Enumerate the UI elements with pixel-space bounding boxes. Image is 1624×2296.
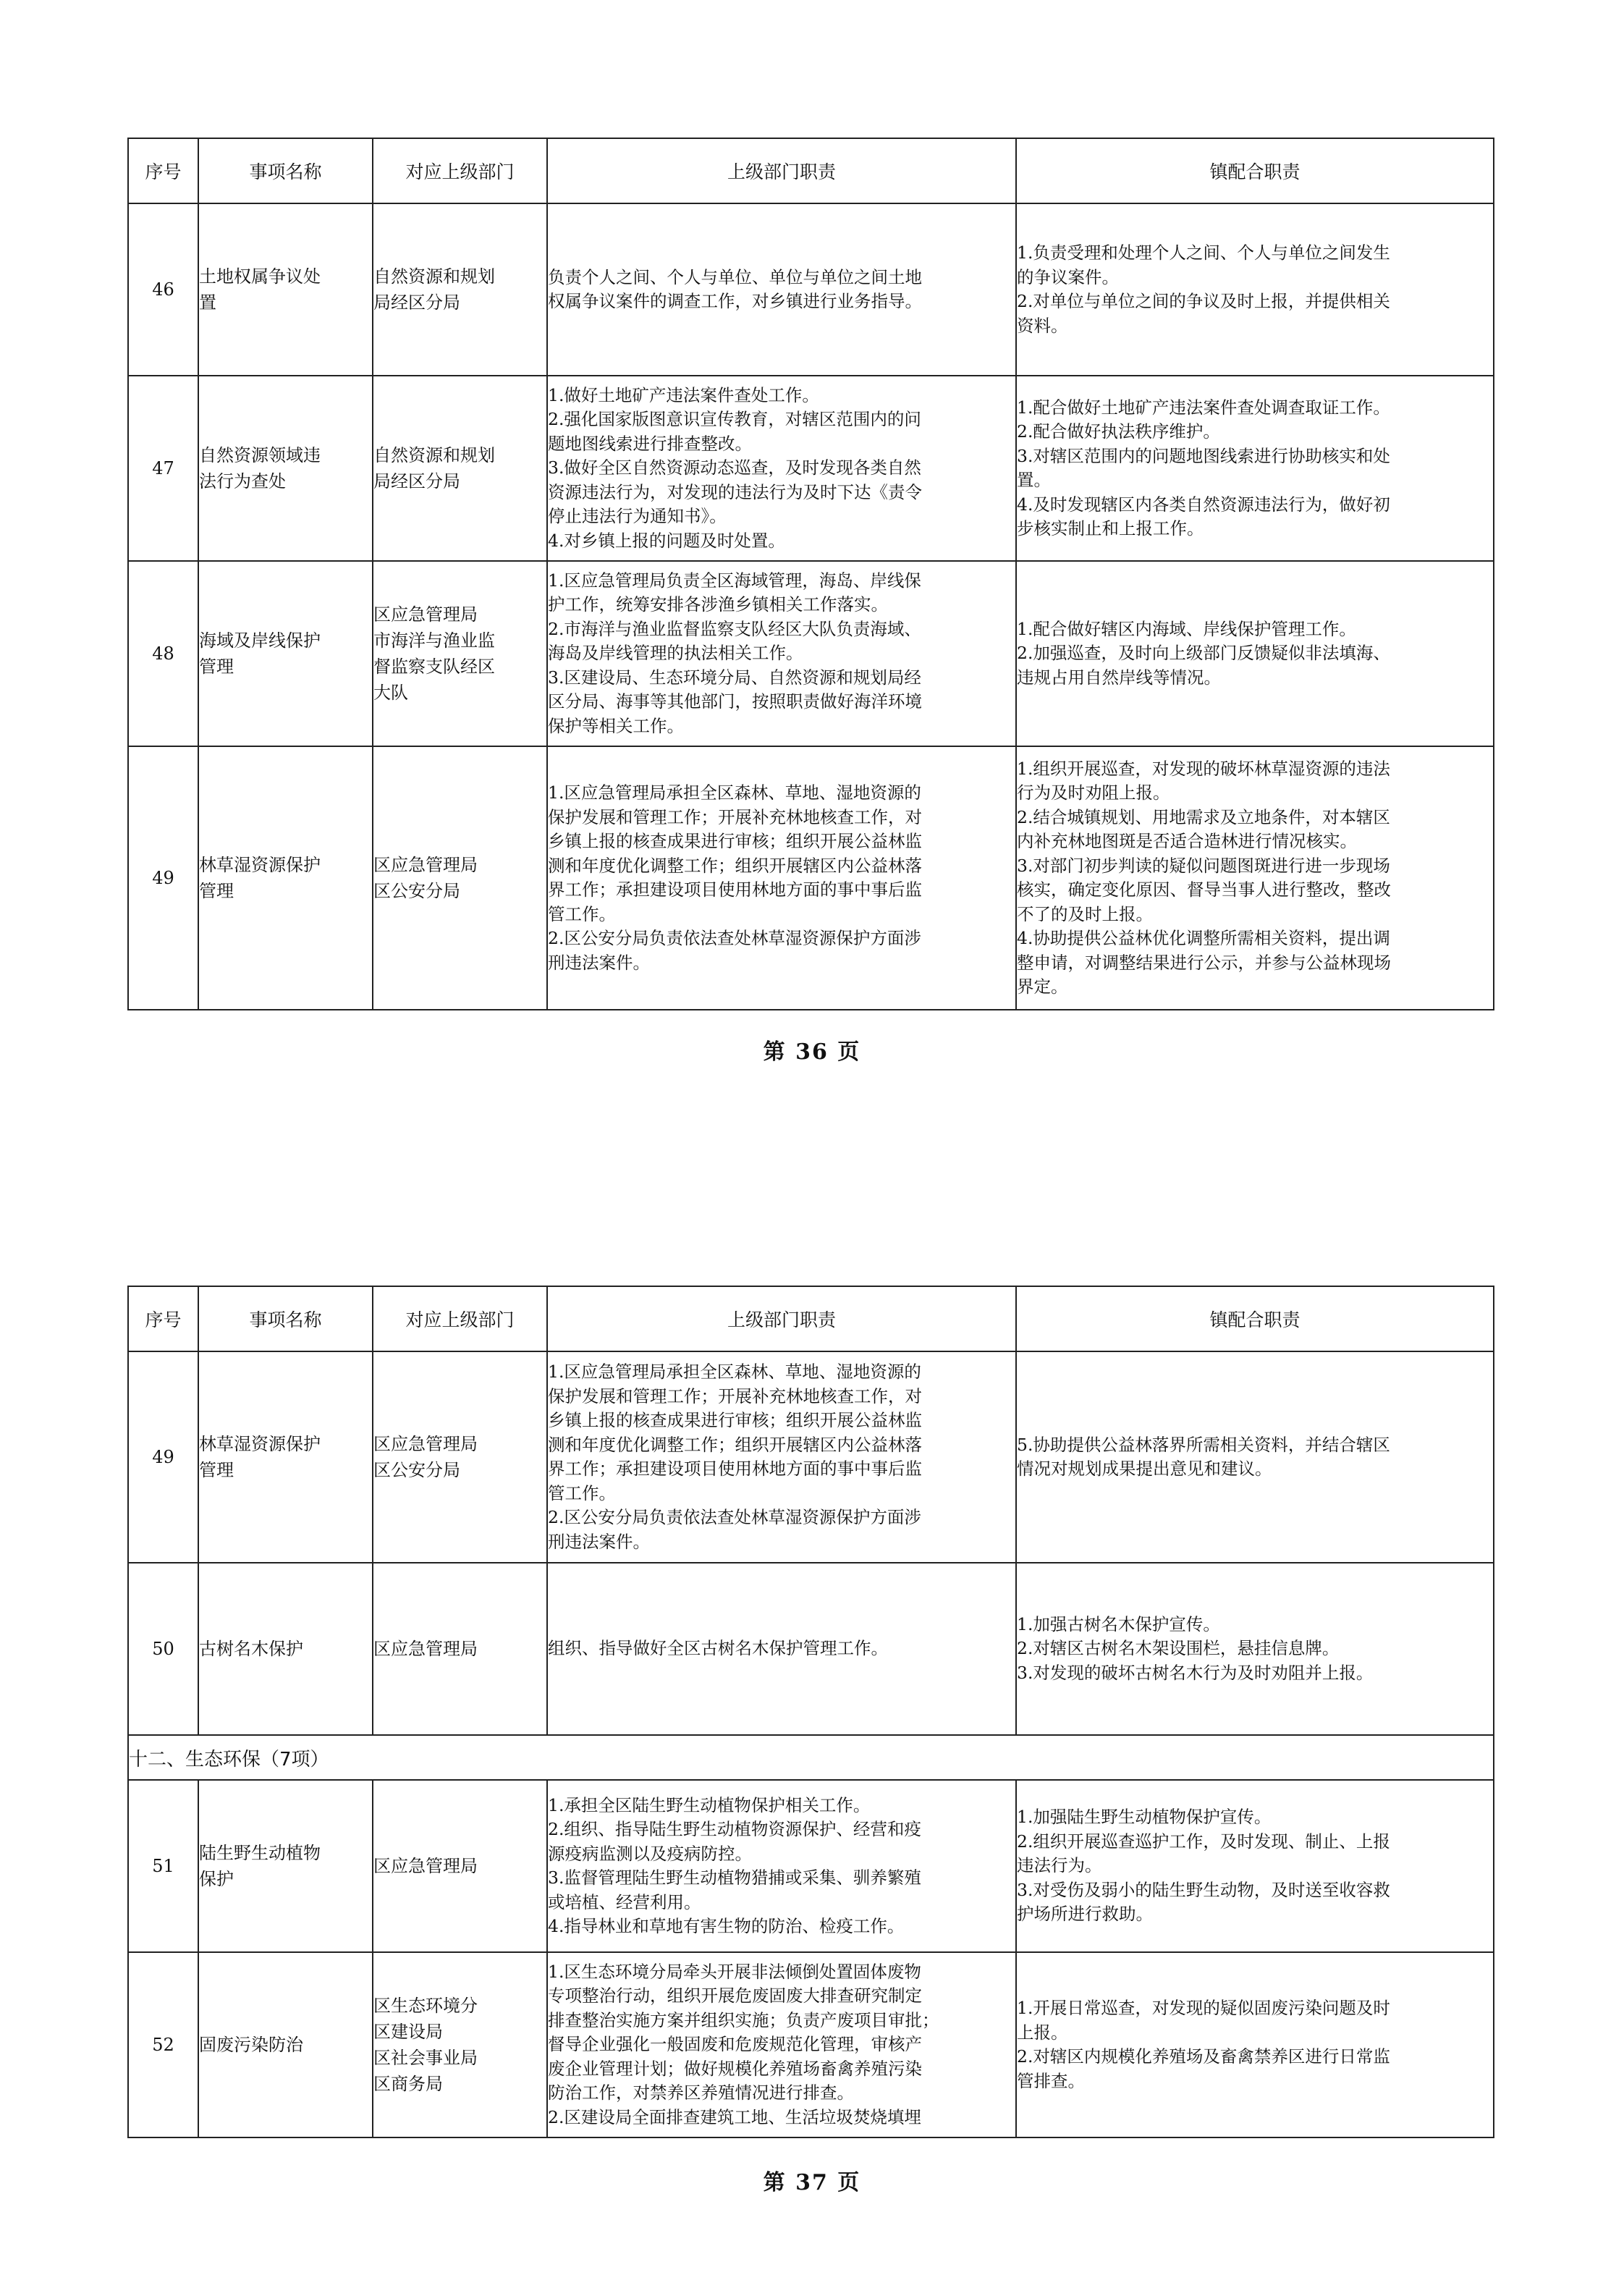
header-item-name: 事项名称 [198,138,373,203]
item-name: 自然资源领域违 法行为查处 [198,376,373,561]
row-number: 49 [128,1351,198,1563]
header-town-duty: 镇配合职责 [1016,138,1494,203]
header-serial: 序号 [128,1286,198,1351]
table-row [128,376,1494,561]
town-duty: 1.配合做好辖区内海域、岸线保护管理工作。 2.加强巡查，及时向上级部门反馈疑似非法填海、 违规占用自然岸线等情况。 [1016,561,1494,746]
row-number: 49 [128,746,198,1010]
dept-duty: 1.区应急管理局承担全区森林、草地、湿地资源的 保护发展和管理工作；开展补充林地核查工作，对 乡镇上报的核查成果进行审核；组织开展公益林监 测和年度优化调整工作；组织开展辖区内公益林落 界工作；承担建设项目使用林地方面的事中事后监 管工作。 2.区公安分局负责依法查处林草湿资源保护方面涉 刑违法案件。 [547,1351,1016,1563]
town-duty: 1.加强陆生野生动植物保护宣传。 2.组织开展巡查巡护工作，及时发现、制止、上报 违法行为。 3.对受伤及弱小的陆生野生动物，及时送至收容救 护场所进行救助。 [1016,1780,1494,1952]
dept-name: 区应急管理局 [373,1780,547,1952]
section-title: 十二、生态环保（7项） [128,1735,1494,1780]
page-number: 第 37 页 [763,2170,861,2195]
table-row [128,1351,1494,1563]
dept-name: 区应急管理局 市海洋与渔业监 督监察支队经区 大队 [373,561,547,746]
dept-duty: 1.区应急管理局负责全区海域管理，海岛、岸线保 护工作，统筹安排各涉渔乡镇相关工作落实。 2.市海洋与渔业监督监察支队经区大队负责海域、 海岛及岸线管理的执法相关工作。 3.区建设局、生态环境分局、自然资源和规划局经 区分局、海事等其他部门，按照职责做好海洋环境 保护等相关工作。 [547,561,1016,746]
header-dept-duty: 上级部门职责 [547,138,1016,203]
item-name: 林草湿资源保护 管理 [198,746,373,1010]
section-row [128,1735,1494,1780]
item-name: 固废污染防治 [198,1952,373,2137]
town-duty: 1.组织开展巡查，对发现的破坏林草湿资源的违法 行为及时劝阻上报。 2.结合城镇规划、用地需求及立地条件，对本辖区 内补充林地图斑是否适合造林进行情况核实。 3.对部门初步判读的疑似问题图斑进行进一步现场 核实，确定变化原因、督导当事人进行整改，整改 不了的及时上报。 4.协助提供公益林优化调整所需相关资料，提出调 整申请，对调整结果进行公示，并参与公益林现场 界定。 [1016,746,1494,1010]
dept-duty: 1.做好土地矿产违法案件查处工作。 2.强化国家版图意识宣传教育，对辖区范围内的问 题地图线索进行排查整改。 3.做好全区自然资源动态巡查，及时发现各类自然 资源违法行为，对发现的违法行为及时下达《责令 停止违法行为通知书》。 4.对乡镇上报的问题及时处置。 [547,376,1016,561]
town-duty: 5.协助提供公益林落界所需相关资料，并结合辖区 情况对规划成果提出意见和建议。 [1016,1351,1494,1563]
dept-name: 区应急管理局 区公安分局 [373,1351,547,1563]
header-dept: 对应上级部门 [373,138,547,203]
dept-duty: 1.区应急管理局承担全区森林、草地、湿地资源的 保护发展和管理工作；开展补充林地核查工作，对 乡镇上报的核查成果进行审核；组织开展公益林监 测和年度优化调整工作；组织开展辖区内公益林落 界工作；承担建设项目使用林地方面的事中事后监 管工作。 2.区公安分局负责依法查处林草湿资源保护方面涉 刑违法案件。 [547,746,1016,1010]
dept-duty: 1.承担全区陆生野生动植物保护相关工作。 2.组织、指导陆生野生动植物资源保护、经营和疫 源疫病监测以及疫病防控。 3.监督管理陆生野生动植物猎捕或采集、驯养繁殖 或培植、经营利用。 4.指导林业和草地有害生物的防治、检疫工作。 [547,1780,1016,1952]
item-name: 陆生野生动植物 保护 [198,1780,373,1952]
dept-name: 区应急管理局 [373,1563,547,1735]
table-header-row [128,138,1494,203]
row-number: 50 [128,1563,198,1735]
item-name: 林草湿资源保护 管理 [198,1351,373,1563]
town-duty: 1.负责受理和处理个人之间、个人与单位之间发生 的争议案件。 2.对单位与单位之间的争议及时上报，并提供相关 资料。 [1016,203,1494,376]
table-row [128,203,1494,376]
table-row [128,1563,1494,1735]
dept-name: 区应急管理局 区公安分局 [373,746,547,1010]
row-number: 47 [128,376,198,561]
duty-table-page-36 [127,138,1494,1010]
header-serial: 序号 [128,138,198,203]
header-town-duty: 镇配合职责 [1016,1286,1494,1351]
header-dept-duty: 上级部门职责 [547,1286,1016,1351]
item-name: 土地权属争议处 置 [198,203,373,376]
table-row [128,746,1494,1010]
town-duty: 1.开展日常巡查，对发现的疑似固废污染问题及时 上报。 2.对辖区内规模化养殖场及畜禽禁养区进行日常监 管排查。 [1016,1952,1494,2137]
dept-name: 区生态环境分 区建设局 区社会事业局 区商务局 [373,1952,547,2137]
page-number: 第 36 页 [763,1039,861,1065]
header-item-name: 事项名称 [198,1286,373,1351]
town-duty: 1.配合做好土地矿产违法案件查处调查取证工作。 2.配合做好执法秩序维护。 3.对辖区范围内的问题地图线索进行协助核实和处 置。 4.及时发现辖区内各类自然资源违法行为，做好初 步核实制止和上报工作。 [1016,376,1494,561]
header-dept: 对应上级部门 [373,1286,547,1351]
row-number: 51 [128,1780,198,1952]
dept-duty: 1.区生态环境分局牵头开展非法倾倒处置固体废物 专项整治行动，组织开展危废固废大排查研究制定 排查整治实施方案并组织实施；负责产废项目审批； 督导企业强化一般固废和危废规范化管理，审核产 废企业管理计划；做好规模化养殖场畜禽养殖污染 防治工作，对禁养区养殖情况进行排查。 2.区建设局全面排查建筑工地、生活垃圾焚烧填埋 [547,1952,1016,2137]
table-row [128,561,1494,746]
table-row [128,1952,1494,2137]
item-name: 海域及岸线保护 管理 [198,561,373,746]
dept-name: 自然资源和规划 局经区分局 [373,203,547,376]
duty-table-page-37 [127,1286,1494,2138]
row-number: 48 [128,561,198,746]
town-duty: 1.加强古树名木保护宣传。 2.对辖区古树名木架设围栏，悬挂信息牌。 3.对发现的破坏古树名木行为及时劝阻并上报。 [1016,1563,1494,1735]
row-number: 46 [128,203,198,376]
table-row [128,1780,1494,1952]
dept-duty: 负责个人之间、个人与单位、单位与单位之间土地 权属争议案件的调查工作，对乡镇进行业务指导。 [547,203,1016,376]
row-number: 52 [128,1952,198,2137]
dept-name: 自然资源和规划 局经区分局 [373,376,547,561]
item-name: 古树名木保护 [198,1563,373,1735]
table-header-row [128,1286,1494,1351]
dept-duty: 组织、指导做好全区古树名木保护管理工作。 [547,1563,1016,1735]
